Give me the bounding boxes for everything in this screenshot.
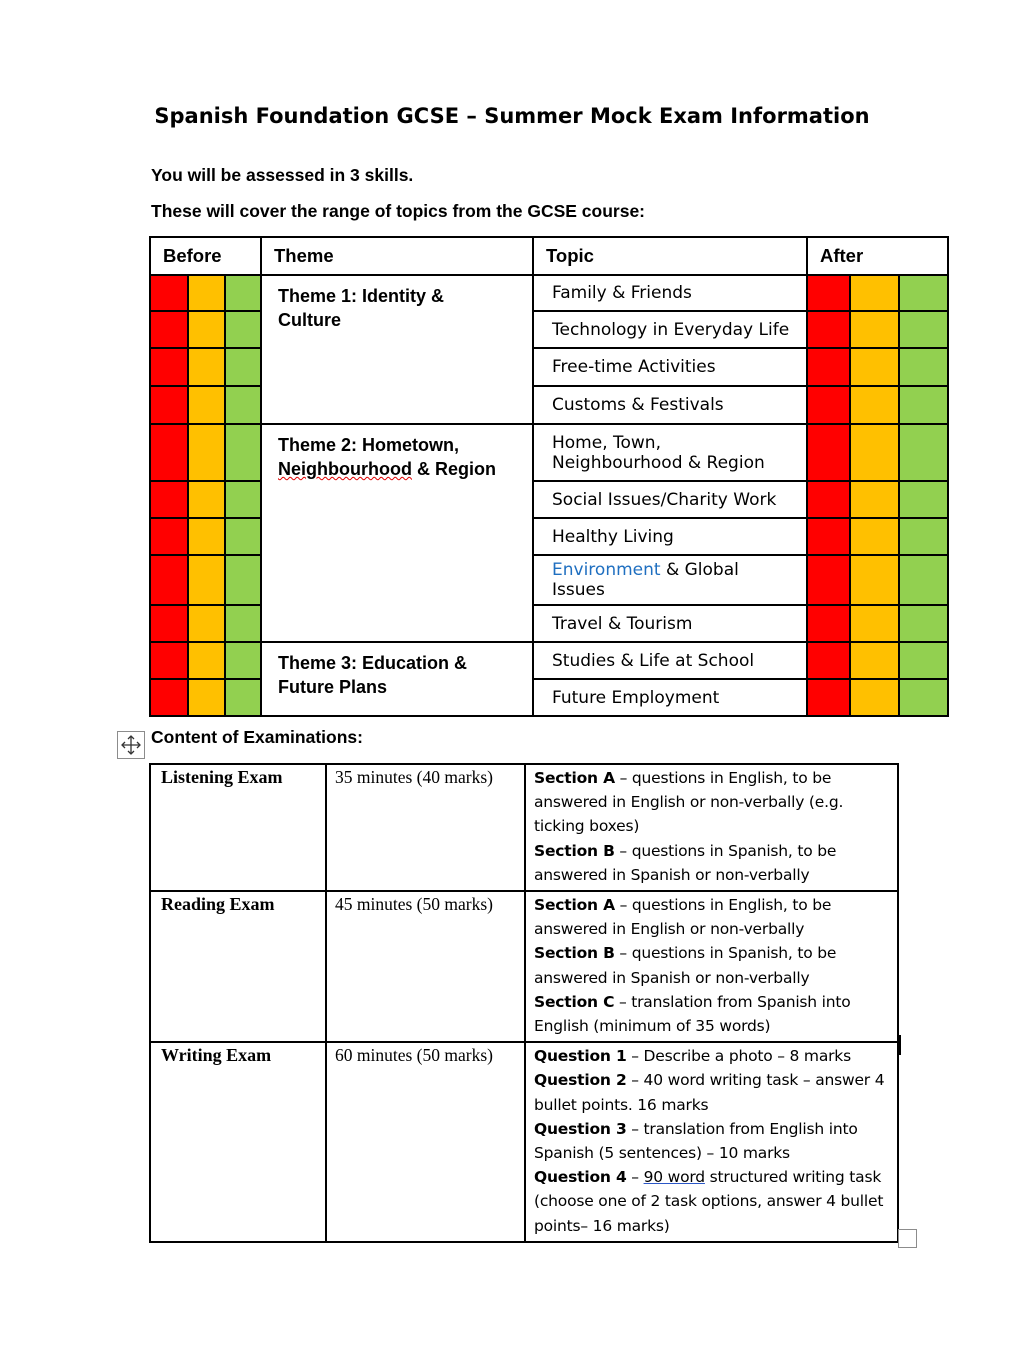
exam-duration: 60 minutes (50 marks)	[326, 1042, 525, 1242]
header-theme: Theme	[261, 237, 533, 275]
theme-2-line-1: Theme 2: Hometown,	[278, 435, 460, 455]
topic-cell: Studies & Life at School	[533, 642, 807, 679]
before-green-cell[interactable]	[225, 481, 261, 518]
after-amber-cell[interactable]	[850, 642, 899, 679]
line-text: – Describe a photo – 8 marks	[626, 1047, 851, 1066]
intro-topics: These will cover the range of topics from the GCSE course:	[151, 201, 645, 221]
before-red-cell[interactable]	[150, 518, 188, 555]
after-amber-cell[interactable]	[850, 311, 899, 348]
before-amber-cell[interactable]	[188, 348, 225, 386]
theme-1-cell	[261, 275, 533, 424]
table-row	[150, 275, 948, 311]
after-amber-cell[interactable]	[850, 679, 899, 716]
before-amber-cell[interactable]	[188, 605, 225, 642]
before-amber-cell[interactable]	[188, 642, 225, 679]
after-green-cell[interactable]	[899, 424, 948, 481]
topic-cell: Future Employment	[533, 679, 807, 716]
line-text: structured writing task (choose one of 2 task options, answer 4 bullet points– 16 marks)	[534, 1168, 884, 1235]
before-red-cell[interactable]	[150, 348, 188, 386]
exam-line	[534, 766, 891, 839]
before-amber-cell[interactable]	[188, 555, 225, 605]
topic-cell: Travel & Tourism	[533, 605, 807, 642]
theme-2-line-2-rest: & Region	[411, 459, 496, 479]
after-red-cell[interactable]	[807, 555, 850, 605]
before-green-cell[interactable]	[225, 275, 261, 311]
before-green-cell[interactable]	[225, 605, 261, 642]
topic-cell: Customs & Festivals	[533, 386, 807, 424]
topics-header-row	[150, 237, 948, 275]
exam-name: Reading Exam	[150, 891, 326, 1042]
table-row	[150, 891, 898, 1042]
after-red-cell[interactable]	[807, 679, 850, 716]
content-heading: Content of Examinations:	[151, 727, 363, 747]
before-green-cell[interactable]	[225, 311, 261, 348]
header-after: After	[807, 237, 948, 275]
after-green-cell[interactable]	[899, 555, 948, 605]
after-amber-cell[interactable]	[850, 555, 899, 605]
theme-2-flagged-word: Neighbourhood	[278, 459, 412, 479]
topic-cell: Family & Friends	[533, 275, 807, 311]
page-title: Spanish Foundation GCSE – Summer Mock Exam Information	[154, 104, 870, 128]
intro-skills: You will be assessed in 3 skills.	[151, 165, 414, 185]
topic-suffix: & Global Issues	[552, 560, 739, 600]
exam-description	[525, 1042, 898, 1242]
topic-cell: Healthy Living	[533, 518, 807, 555]
table-row	[150, 642, 948, 679]
exam-line	[534, 941, 891, 989]
before-green-cell[interactable]	[225, 424, 261, 481]
before-red-cell[interactable]	[150, 605, 188, 642]
line-label: Question 3	[534, 1119, 627, 1138]
exam-line	[534, 1117, 891, 1165]
after-green-cell[interactable]	[899, 481, 948, 518]
before-red-cell[interactable]	[150, 311, 188, 348]
line-text: – translation from English into Spanish (5 sentences) – 10 marks	[534, 1119, 858, 1163]
line-label: Section A	[534, 769, 615, 787]
grammar-flagged-text: 90 word	[643, 1168, 705, 1187]
table-move-handle[interactable]	[117, 731, 145, 759]
before-amber-cell[interactable]	[188, 311, 225, 348]
after-amber-cell[interactable]	[850, 348, 899, 386]
topic-cell: Social Issues/Charity Work	[533, 481, 807, 518]
theme-3-line-2: Future Plans	[278, 677, 388, 697]
move-arrows-icon	[120, 734, 142, 756]
before-green-cell[interactable]	[225, 518, 261, 555]
exam-line	[534, 990, 891, 1038]
text-cursor	[899, 1035, 901, 1055]
before-amber-cell[interactable]	[188, 386, 225, 424]
after-red-cell[interactable]	[807, 386, 850, 424]
exam-duration: 45 minutes (50 marks)	[326, 891, 525, 1042]
header-topic: Topic	[533, 237, 807, 275]
exam-name: Writing Exam	[150, 1042, 326, 1242]
exam-description	[525, 891, 898, 1042]
after-amber-cell[interactable]	[850, 481, 899, 518]
before-red-cell[interactable]	[150, 555, 188, 605]
environment-link[interactable]: Environment	[552, 560, 661, 580]
topic-cell	[533, 555, 807, 605]
before-green-cell[interactable]	[225, 386, 261, 424]
table-row	[150, 424, 948, 481]
before-amber-cell[interactable]	[188, 679, 225, 716]
after-green-cell[interactable]	[899, 605, 948, 642]
line-text: – translation from Spanish into English (minimum of 35 words)	[534, 992, 851, 1036]
line-label: Section A	[534, 896, 615, 915]
before-red-cell[interactable]	[150, 642, 188, 679]
after-green-cell[interactable]	[899, 679, 948, 716]
line-label: Question 4	[534, 1168, 627, 1187]
theme-3-line-1: Theme 3: Education &	[278, 653, 468, 673]
line-text: – questions in English, to be answered in English or non-verbally	[534, 896, 832, 939]
before-green-cell[interactable]	[225, 679, 261, 716]
table-resize-handle[interactable]	[898, 1229, 917, 1248]
before-red-cell[interactable]	[150, 275, 188, 311]
line-label: Question 1	[534, 1047, 627, 1066]
line-label: Section C	[534, 992, 615, 1011]
before-green-cell[interactable]	[225, 642, 261, 679]
exam-line	[534, 1165, 891, 1238]
before-amber-cell[interactable]	[188, 424, 225, 481]
topic-cell: Free-time Activities	[533, 348, 807, 386]
before-green-cell[interactable]	[225, 555, 261, 605]
table-row	[150, 764, 898, 891]
line-text: – 40 word writing task – answer 4 bullet points. 16 marks	[534, 1071, 885, 1114]
exam-description	[525, 764, 898, 891]
after-red-cell[interactable]	[807, 424, 850, 481]
exam-line	[534, 1068, 891, 1116]
line-text: –	[626, 1168, 644, 1187]
after-red-cell[interactable]	[807, 481, 850, 518]
after-red-cell[interactable]	[807, 311, 850, 348]
after-red-cell[interactable]	[807, 642, 850, 679]
after-red-cell[interactable]	[807, 518, 850, 555]
exam-line	[534, 1044, 891, 1068]
exam-name: Listening Exam	[150, 764, 326, 891]
after-amber-cell[interactable]	[850, 275, 899, 311]
after-green-cell[interactable]	[899, 311, 948, 348]
theme-1-line-2: Culture	[278, 310, 341, 330]
line-label: Question 2	[534, 1071, 627, 1090]
after-green-cell[interactable]	[899, 642, 948, 679]
after-red-cell[interactable]	[807, 348, 850, 386]
before-amber-cell[interactable]	[188, 481, 225, 518]
after-red-cell[interactable]	[807, 275, 850, 311]
topics-table	[149, 236, 949, 717]
after-red-cell[interactable]	[807, 605, 850, 642]
after-amber-cell[interactable]	[850, 518, 899, 555]
exams-table	[149, 763, 899, 1243]
line-label: Section B	[534, 944, 615, 963]
theme-3-cell	[261, 642, 533, 716]
after-green-cell[interactable]	[899, 348, 948, 386]
header-before: Before	[150, 237, 261, 275]
before-amber-cell[interactable]	[188, 275, 225, 311]
after-green-cell[interactable]	[899, 386, 948, 424]
theme-1-line-1: Theme 1: Identity &	[278, 286, 445, 306]
after-green-cell[interactable]	[899, 518, 948, 555]
after-amber-cell[interactable]	[850, 605, 899, 642]
topic-cell: Technology in Everyday Life	[533, 311, 807, 348]
after-amber-cell[interactable]	[850, 386, 899, 424]
before-red-cell[interactable]	[150, 386, 188, 424]
before-amber-cell[interactable]	[188, 518, 225, 555]
theme-2-cell	[261, 424, 533, 642]
topic-cell: Home, Town, Neighbourhood & Region	[533, 424, 807, 481]
table-row	[150, 1042, 898, 1242]
line-text: – questions in Spanish, to be answered in Spanish or non-verbally	[534, 841, 837, 884]
before-red-cell[interactable]	[150, 481, 188, 518]
exam-line	[534, 839, 891, 887]
after-amber-cell[interactable]	[850, 424, 899, 481]
line-label: Section B	[534, 841, 615, 860]
line-text: – questions in English, to be answered in English or non-verbally (e.g. ticking boxes)	[534, 769, 844, 836]
after-green-cell[interactable]	[899, 275, 948, 311]
line-text: – questions in Spanish, to be answered in Spanish or non-verbally	[534, 944, 837, 987]
before-red-cell[interactable]	[150, 679, 188, 716]
exam-line	[534, 893, 891, 941]
exam-duration: 35 minutes (40 marks)	[326, 764, 525, 891]
before-red-cell[interactable]	[150, 424, 188, 481]
before-green-cell[interactable]	[225, 348, 261, 386]
